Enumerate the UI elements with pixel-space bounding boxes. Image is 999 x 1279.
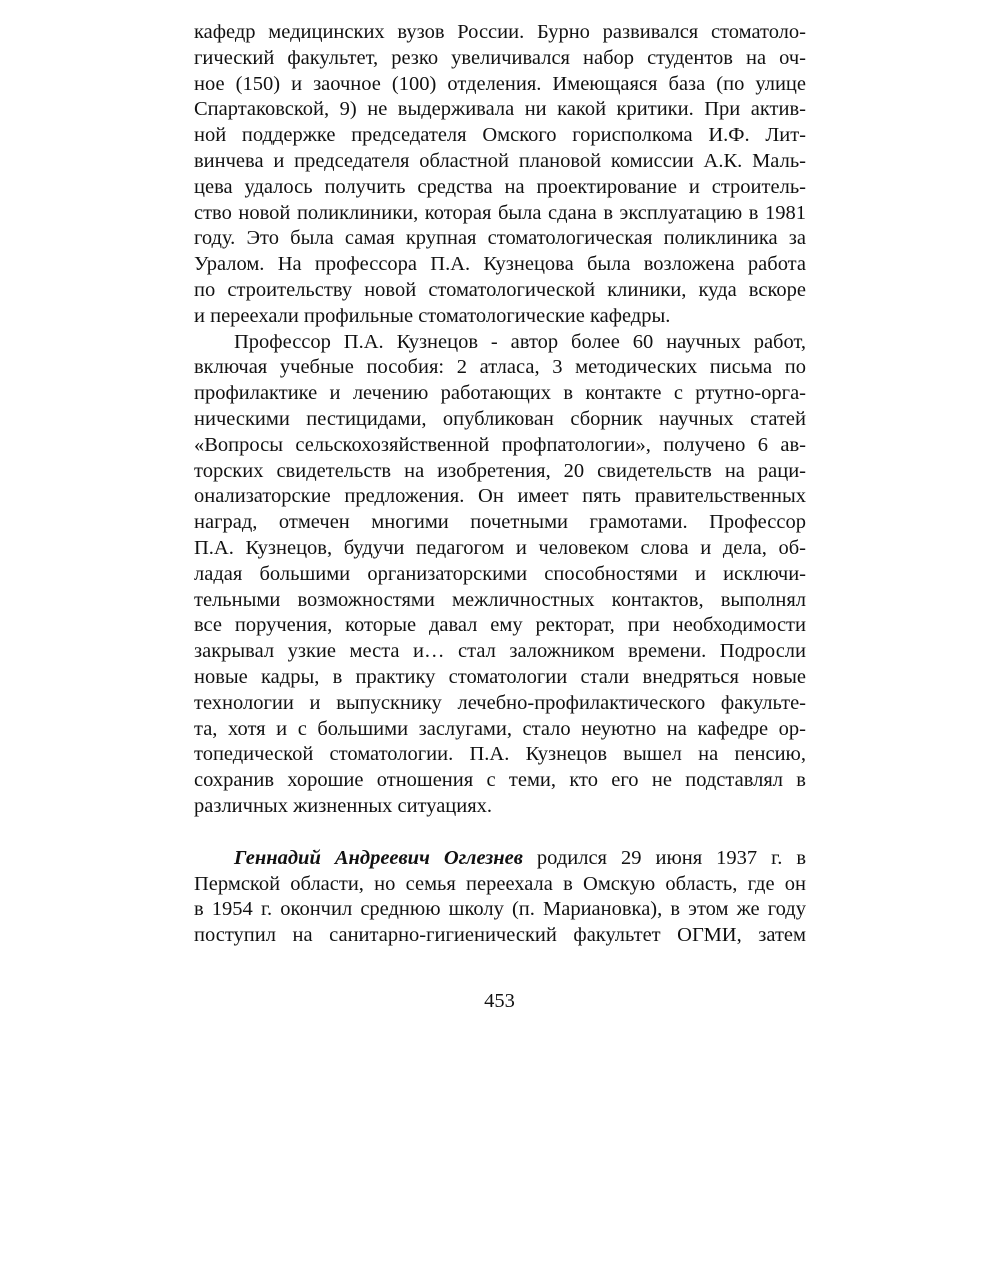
- text-line: «Вопросы сельскохозяйственной профпатологии», получено 6 ав-: [194, 433, 806, 456]
- paragraph-1: [194, 20, 806, 330]
- text-line: включая учебные пособия: 2 атласа, 3 методических письма по: [194, 356, 806, 379]
- text-line: топедической стоматологии. П.А. Кузнецов вышел на пенсию,: [194, 743, 806, 766]
- text-line: все поручения, которые давал ему ректорат, при необходимости: [194, 614, 806, 637]
- text-line: ной поддержке председателя Омского горисполкома И.Ф. Лит-: [194, 124, 806, 147]
- text-line: закрывал узкие места и… стал заложником времени. Подросли: [194, 640, 806, 663]
- text-line: онализаторские предложения. Он имеет пять правительственных: [194, 485, 806, 508]
- text-line: профилактике и лечению работающих в контакте с ртутно-орга-: [194, 382, 806, 405]
- text-line: П.А. Кузнецов, будучи педагогом и человеком слова и дела, об-: [194, 536, 806, 559]
- text-line: Пермской области, но семья переехала в Омскую область, где он: [194, 872, 806, 895]
- text-line: цева удалось получить средства на проектирование и строитель-: [194, 175, 806, 198]
- text-line: в 1954 г. окончил среднюю школу (п. Мариановка), в этом же году: [194, 898, 806, 921]
- text-line: году. Это была самая крупная стоматологическая поликлиника за: [194, 227, 806, 250]
- paragraph-3: [194, 846, 806, 949]
- text-line: [194, 846, 806, 872]
- text-line: ное (150) и заочное (100) отделения. Имеющаяся база (по улице: [194, 72, 806, 95]
- text-line: винчева и председателя областной плановой комиссии А.К. Маль-: [194, 149, 806, 172]
- text-line: ство новой поликлиники, которая была сдана в эксплуатацию в 1981: [194, 201, 806, 224]
- text-fragment: родился 29 июня 1937 г. в: [536, 846, 807, 869]
- text-line: новые кадры, в практику стоматологии стали внедряться новые: [194, 665, 806, 688]
- page-text: [194, 20, 806, 949]
- text-line: наград, отмечен многими почетными грамотами. Профессор: [194, 511, 806, 534]
- person-name: Геннадий Андреевич Оглезнев: [234, 846, 523, 869]
- text-line: торских свидетельств на изобретения, 20 свидетельств на раци-: [194, 459, 806, 482]
- text-line: кафедр медицинских вузов России. Бурно развивался стоматоло-: [194, 21, 806, 43]
- text-line: технологии и выпускнику лечебно-профилактического факульте-: [194, 691, 806, 714]
- text-line: ладая большими организаторскими способностями и исключи-: [194, 562, 806, 585]
- paragraph-2: [194, 330, 806, 820]
- text-line: та, хотя и с большими заслугами, стало неуютно на кафедре ор-: [194, 717, 806, 740]
- text-line: тельными возможностями межличностных контактов, выполнял: [194, 588, 806, 611]
- text-line: Спартаковской, 9) не выдерживала ни какой критики. При актив-: [194, 98, 806, 121]
- text-line: по строительству новой стоматологической клиники, куда вскоре: [194, 278, 806, 301]
- text-line: Уралом. На профессора П.А. Кузнецова была возложена работа: [194, 253, 806, 276]
- text-line: Профессор П.А. Кузнецов - автор более 60 научных работ,: [234, 330, 806, 353]
- text-line: ническими пестицидами, опубликован сборник научных статей: [194, 407, 806, 430]
- text-line: различных жизненных ситуациях.: [194, 794, 493, 817]
- text-line: сохранив хорошие отношения с теми, кто его не подставлял в: [194, 769, 806, 792]
- text-line: поступил на санитарно-гигиенический факультет ОГМИ, затем: [194, 924, 806, 947]
- page-number: 453: [484, 990, 515, 1012]
- text-line: гический факультет, резко увеличивался набор студентов на оч-: [194, 46, 806, 69]
- text-line: и переехали профильные стоматологические кафедры.: [194, 304, 671, 327]
